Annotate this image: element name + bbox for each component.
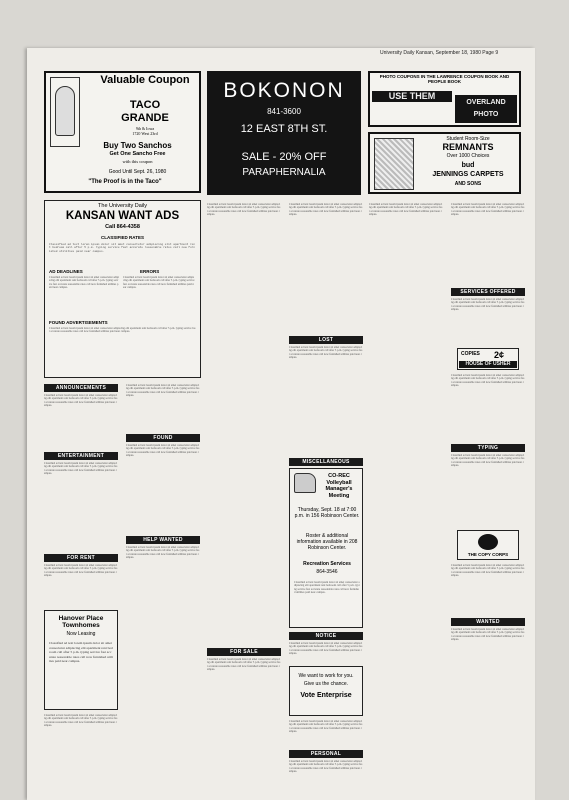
taco-illustration [50, 77, 80, 147]
for-sale-text: Classified ad text lorem ipsum dolor sit amet consectetur adipiscing elit apartment rent bedroom call after 5 p.m. typing service fast accurate reasonable rates call now furnished utilities paid near campus. [207, 658, 281, 672]
jennings-line3: Over 1000 Choices [446, 153, 490, 159]
bokonon-name: BOKONON [223, 79, 345, 102]
services-text: Classified ad text lorem ipsum dolor sit amet consectetur adipiscing elit apartment rent bedroom call after 5 p.m. typing service fast accurate reasonable rates call now furnished utilities paid near campus. [451, 298, 525, 312]
for-rent-text: Classified ad text lorem ipsum dolor sit amet consectetur adipiscing elit apartment rent bedroom call after 5 p.m. typing service fast accurate reasonable rates call now furnished utilities paid near campus. [44, 564, 118, 578]
taco-until: Good Until Sept. 26, 1980 [108, 169, 167, 175]
notice-text-2: Classified ad text lorem ipsum dolor sit amet consectetur adipiscing elit apartment rent bedroom call after 5 p.m. typing service fast accurate reasonable rates call now furnished utilities paid near campus. [289, 720, 363, 734]
kansan-call: Call 864-4358 [105, 224, 140, 230]
overland-photo-ad [368, 71, 521, 127]
col2-text-1: Classified ad text lorem ipsum dolor sit amet consectetur adipiscing elit apartment rent bedroom call after 5 p.m. typing service fast accurate reasonable rates call now furnished utilities paid near campus. [126, 384, 200, 398]
rates-table: Classified ad text lorem ipsum dolor sit amet consectetur adipiscing elit apartment rent bedroom call after 5 p.m. typing service fast accurate reasonable rates call now furnished utilities paid near campus. [49, 243, 196, 253]
corec-text: Classified ad text lorem ipsum dolor sit amet consectetur adipiscing elit apartment rent bedroom call after 5 p.m. typing service fast accurate reasonable rates call now furnished utilities paid near campus. [294, 581, 360, 595]
wanted-text: Classified ad text lorem ipsum dolor sit amet consectetur adipiscing elit apartment rent bedroom call after 5 p.m. typing service fast accurate reasonable rates call now furnished utilities paid near campus. [451, 628, 525, 642]
corec-phone: 864-3546 [316, 569, 338, 575]
jennings-name1: bud [461, 162, 475, 169]
rates-heading: CLASSIFIED RATES [101, 235, 144, 240]
taco-name-1: TACO [129, 99, 161, 111]
copy-corps-label: THE COPY CORPS [467, 552, 509, 557]
heading-entertainment: ENTERTAINMENT [44, 452, 118, 460]
hanover-place-ad [44, 610, 118, 710]
enterprise-line3: Vote Enterprise [300, 692, 352, 699]
heading-for-sale: FOR SALE [207, 648, 281, 656]
hanover-text: Classified ad text lorem ipsum dolor sit amet consectetur adipiscing elit apartment rent bedroom call after 5 p.m. typing service fast accurate reasonable rates call now furnished utilities paid near campus. [49, 641, 113, 663]
services-text-2: Classified ad text lorem ipsum dolor sit amet consectetur adipiscing elit apartment rent bedroom call after 5 p.m. typing service fast accurate reasonable rates call now furnished utilities paid near campus. [451, 374, 525, 388]
jennings-name2: JENNINGS CARPETS [432, 171, 504, 178]
vote-enterprise-ad [289, 666, 363, 716]
folio: University Daily Kansan, September 18, 1980 Page 9 [380, 50, 499, 56]
notice-text: Classified ad text lorem ipsum dolor sit amet consectetur adipiscing elit apartment rent bedroom call after 5 p.m. typing service fast accurate reasonable rates call now furnished utilities paid near campus. [289, 642, 363, 656]
copies-name: HOUSE OF USHER [459, 361, 517, 368]
taco-with: with this coupon [122, 159, 153, 164]
heading-announcements: ANNOUNCEMENTS [44, 384, 118, 392]
deadlines-text: Classified ad text lorem ipsum dolor sit amet consectetur adipiscing elit apartment rent bedroom call after 5 p.m. typing service fast accurate reasonable rates call now furnished utilities paid near campus. [49, 276, 119, 290]
heading-wanted: WANTED [451, 618, 525, 626]
personal-text: Classified ad text lorem ipsum dolor sit amet consectetur adipiscing elit apartment rent bedroom call after 5 p.m. typing service fast accurate reasonable rates call now furnished utilities paid near campus. [289, 760, 363, 774]
carpet-illustration [374, 138, 414, 190]
jennings-line1: Student Room-Size [446, 136, 490, 142]
heading-for-rent: FOR RENT [44, 554, 118, 562]
errors-heading: ERRORS [140, 269, 160, 274]
enterprise-line2: Give us the chance. [303, 681, 349, 687]
typing-text-2: Classified ad text lorem ipsum dolor sit amet consectetur adipiscing elit apartment rent bedroom call after 5 p.m. typing service fast accurate reasonable rates call now furnished utilities paid near campus. [451, 564, 525, 578]
lost-text: Classified ad text lorem ipsum dolor sit amet consectetur adipiscing elit apartment rent bedroom call after 5 p.m. typing service fast accurate reasonable rates call now furnished utilities paid near campus. [289, 346, 363, 360]
corec-title: CO-REC Volleyball Manager's Meeting [325, 473, 353, 499]
bokonon-address: 12 EAST 8TH ST. [240, 123, 328, 135]
taco-offer: Buy Two Sanchos [103, 141, 172, 150]
jennings-line2: REMNANTS [442, 142, 494, 152]
heading-typing: TYPING [451, 444, 525, 452]
taco-name-2: GRANDE [121, 112, 169, 124]
coupon-headline: Valuable Coupon [100, 74, 190, 86]
bokonon-ad [207, 71, 361, 195]
bokonon-phone: 841-3600 [267, 107, 301, 116]
col3-text: Classified ad text lorem ipsum dolor sit amet consectetur adipiscing elit apartment rent bedroom call after 5 p.m. typing service fast accurate reasonable rates call now furnished utilities paid near campus. [207, 203, 281, 217]
heading-lost: LOST [289, 336, 363, 344]
kansan-title: KANSAN WANT ADS [65, 210, 180, 222]
hanover-title: Hanover Place Townhomes [58, 615, 104, 629]
jennings-name3: AND SONS [454, 181, 482, 187]
bokonon-sub: PARAPHERNALIA [242, 167, 326, 178]
heading-personal: PERSONAL [289, 750, 363, 758]
announcements-text: Classified ad text lorem ipsum dolor sit amet consectetur adipiscing elit apartment rent bedroom call after 5 p.m. typing service fast accurate reasonable rates call now furnished utilities paid near campus. [44, 394, 118, 408]
copies-ad [457, 348, 519, 370]
newspaper-page [27, 48, 535, 800]
taco-address-2: 1720 West 23rd [132, 131, 158, 136]
hanover-sub: Now Leasing [66, 631, 96, 637]
jennings-carpets-ad [368, 132, 521, 194]
corec-volleyball-ad [289, 468, 363, 628]
heading-notice: NOTICE [289, 632, 363, 640]
corec-roster: Roster & additional information available in 208 Robinson Center. [296, 533, 358, 551]
overland-name: OVERLAND PHOTO [455, 95, 517, 123]
entertainment-text: Classified ad text lorem ipsum dolor sit amet consectetur adipiscing elit apartment rent bedroom call after 5 p.m. typing service fast accurate reasonable rates call now furnished utilities paid near campus. [44, 462, 118, 476]
copies-price: 2¢ [494, 350, 505, 360]
overland-top: PHOTO COUPONS IN THE LAWRENCE COUPON BOOK AND PEOPLE BOOK [379, 74, 510, 84]
bokonon-sale: SALE - 20% OFF [241, 151, 327, 163]
enterprise-line1: We want to work for you. [298, 673, 354, 679]
overland-use: USE THEM [372, 91, 452, 102]
taco-address-1: 9th & Iowa [135, 126, 155, 131]
found-ads-heading: FOUND ADVERTISEMENTS [49, 320, 108, 325]
copies-label: COPIES [461, 351, 480, 357]
deadlines-heading: AD DEADLINES [49, 269, 83, 274]
errors-text: Classified ad text lorem ipsum dolor sit amet consectetur adipiscing elit apartment rent bedroom call after 5 p.m. typing service fast accurate reasonable rates call now furnished utilities paid near campus. [123, 276, 195, 290]
shoe-illustration [294, 473, 316, 493]
help-wanted-text: Classified ad text lorem ipsum dolor sit amet consectetur adipiscing elit apartment rent bedroom call after 5 p.m. typing service fast accurate reasonable rates call now furnished utilities paid near campus. [126, 546, 200, 560]
found-ads-text: Classified ad text lorem ipsum dolor sit amet consectetur adipiscing elit apartment rent bedroom call after 5 p.m. typing service fast accurate reasonable rates call now furnished utilities paid near campus. [49, 327, 196, 334]
col4-text-1: Classified ad text lorem ipsum dolor sit amet consectetur adipiscing elit apartment rent bedroom call after 5 p.m. typing service fast accurate reasonable rates call now furnished utilities paid near campus. [289, 203, 363, 217]
found-text: Classified ad text lorem ipsum dolor sit amet consectetur adipiscing elit apartment rent bedroom call after 5 p.m. typing service fast accurate reasonable rates call now furnished utilities paid near campus. [126, 444, 200, 458]
taco-motto: "The Proof is in the Taco" [88, 179, 162, 185]
copy-corps-ad [457, 530, 519, 560]
copy-corps-logo [478, 534, 498, 550]
typing-text: Classified ad text lorem ipsum dolor sit amet consectetur adipiscing elit apartment rent bedroom call after 5 p.m. typing service fast accurate reasonable rates call now furnished utilities paid near campus. [451, 454, 525, 468]
taco-get: Get One Sancho Free [109, 151, 166, 157]
kansan-sub: The University Daily [98, 203, 147, 209]
want-ads-info-box [44, 200, 201, 378]
heading-services-offered: SERVICES OFFERED [451, 288, 525, 296]
for-rent-text-2: Classified ad text lorem ipsum dolor sit amet consectetur adipiscing elit apartment rent bedroom call after 5 p.m. typing service fast accurate reasonable rates call now furnished utilities paid near campus. [44, 714, 118, 728]
heading-miscellaneous: MISCELLANEOUS [289, 458, 363, 466]
heading-found: FOUND [126, 434, 200, 442]
corec-services: Recreation Services [303, 561, 351, 567]
col5-text: Classified ad text lorem ipsum dolor sit amet consectetur adipiscing elit apartment rent bedroom call after 5 p.m. typing service fast accurate reasonable rates call now furnished utilities paid near campus. [369, 203, 443, 217]
taco-grande-ad [44, 71, 201, 193]
corec-when: Thursday, Sept. 18 at 7:00 p.m. in 156 Robinson Center. [294, 507, 360, 519]
heading-help-wanted: HELP WANTED [126, 536, 200, 544]
col6-text-1: Classified ad text lorem ipsum dolor sit amet consectetur adipiscing elit apartment rent bedroom call after 5 p.m. typing service fast accurate reasonable rates call now furnished utilities paid near campus. [451, 203, 525, 217]
